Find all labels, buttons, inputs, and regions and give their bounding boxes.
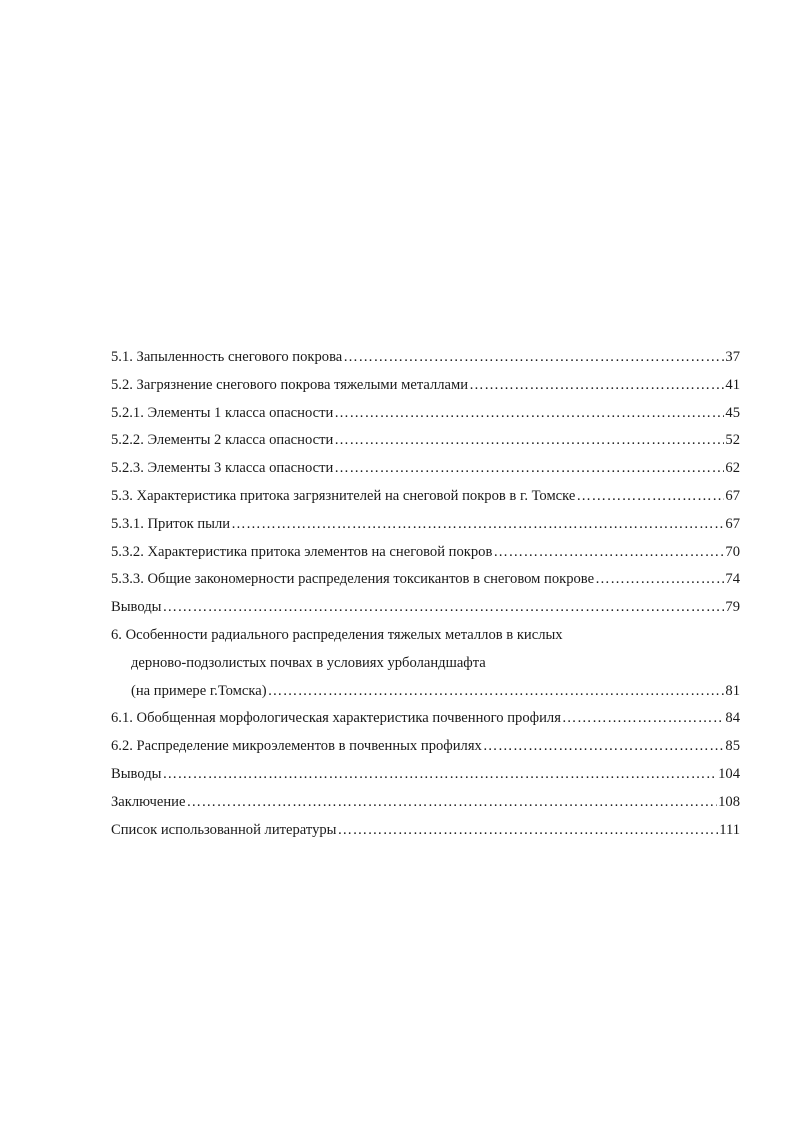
- toc-entry-title: 5.2.2. Элементы 2 класса опасности: [111, 432, 334, 449]
- toc-entry-title: 5.2.1. Элементы 1 класса опасности: [111, 404, 334, 421]
- toc-entry-page: 108: [718, 793, 740, 810]
- toc-entry-page: 85: [725, 738, 740, 755]
- dot-leader: [162, 761, 717, 789]
- toc-entry-title: (на примере г.Томска): [131, 682, 267, 699]
- toc-entry-page: 81: [725, 682, 740, 699]
- dot-leader: [562, 705, 725, 733]
- dot-leader: [162, 594, 724, 622]
- toc-entry-page: 62: [725, 460, 740, 477]
- toc-entry-title: Выводы: [111, 765, 162, 782]
- dot-leader: [493, 539, 724, 567]
- toc-entry-title: дерново-подзолистых почвах в условиях урболандшафта: [131, 654, 486, 671]
- toc-entry: [111, 372, 740, 400]
- toc-entry-title: 6.1. Обобщенная морфологическая характеристика почвенного профиля: [111, 710, 561, 727]
- toc-entry: [111, 733, 740, 761]
- dot-leader: [469, 372, 724, 400]
- toc-entry: [111, 761, 740, 789]
- toc-entry: [111, 455, 740, 483]
- toc-entry-page: 104: [718, 765, 740, 782]
- toc-entry-title: 5.2.3. Элементы 3 класса опасности: [111, 460, 334, 477]
- toc-entry-page: 67: [725, 515, 740, 532]
- toc-entry: [111, 594, 740, 622]
- toc-entry: [111, 566, 740, 594]
- toc-entry-page: 37: [725, 349, 740, 365]
- toc-entry-page: 67: [725, 487, 740, 504]
- toc-entry-title: 6. Особенности радиального распределения тяжелых металлов в кислых: [111, 626, 563, 643]
- dot-leader: [576, 483, 724, 511]
- toc-entry-page: 79: [725, 599, 740, 616]
- dot-leader: [334, 455, 724, 483]
- toc-entry: [111, 483, 740, 511]
- toc-entry-page: 45: [725, 404, 740, 421]
- toc-entry-title: Список использованной литературы: [111, 821, 337, 838]
- toc-entry-page: 70: [725, 543, 740, 560]
- dot-leader: [483, 733, 725, 761]
- dot-leader: [337, 817, 718, 845]
- toc-entry-page: 74: [725, 571, 740, 588]
- dot-leader: [334, 400, 724, 428]
- dot-leader: [595, 566, 724, 594]
- toc-entry-page: 84: [725, 710, 740, 727]
- chapter-6-heading-line-2: [111, 650, 740, 678]
- toc-entry-title: 5.1. Запыленность снегового покрова: [111, 349, 343, 365]
- toc-entry-title: 5.3.2. Характеристика притока элементов на снеговой покров: [111, 543, 493, 560]
- toc-entry-page: 52: [725, 432, 740, 449]
- toc-entry: [111, 789, 740, 817]
- dot-leader: [186, 789, 717, 817]
- toc-entry: [111, 539, 740, 567]
- toc-entry-title: 5.2. Загрязнение снегового покрова тяжелыми металлами: [111, 376, 469, 393]
- toc-entry-title: 5.3.3. Общие закономерности распределения токсикантов в снеговом покрове: [111, 571, 595, 588]
- toc-entry: [111, 511, 740, 539]
- toc-entry-title: 5.3. Характеристика притока загрязнителей на снеговой покров в г. Томске: [111, 487, 576, 504]
- dot-leader: [334, 427, 724, 455]
- toc-entry-page: 111: [719, 821, 740, 838]
- toc-entry-title: Заключение: [111, 793, 186, 810]
- chapter-6-heading-line-3: [111, 678, 740, 706]
- dot-leader: [231, 511, 724, 539]
- toc-entry: [111, 344, 740, 372]
- toc-entry: [111, 817, 740, 845]
- toc-entry-title: Выводы: [111, 599, 162, 616]
- chapter-6-heading-line-1: [111, 622, 740, 650]
- dot-leader: [268, 678, 725, 706]
- toc-entry: [111, 705, 740, 733]
- dot-leader: [343, 344, 724, 372]
- toc-entry: [111, 427, 740, 455]
- toc-entry-title: 5.3.1. Приток пыли: [111, 515, 231, 532]
- toc-entry-title: 6.2. Распределение микроэлементов в почвенных профилях: [111, 738, 482, 755]
- toc-entry-page: 41: [725, 376, 740, 393]
- table-of-contents: [111, 344, 740, 844]
- toc-entry: [111, 400, 740, 428]
